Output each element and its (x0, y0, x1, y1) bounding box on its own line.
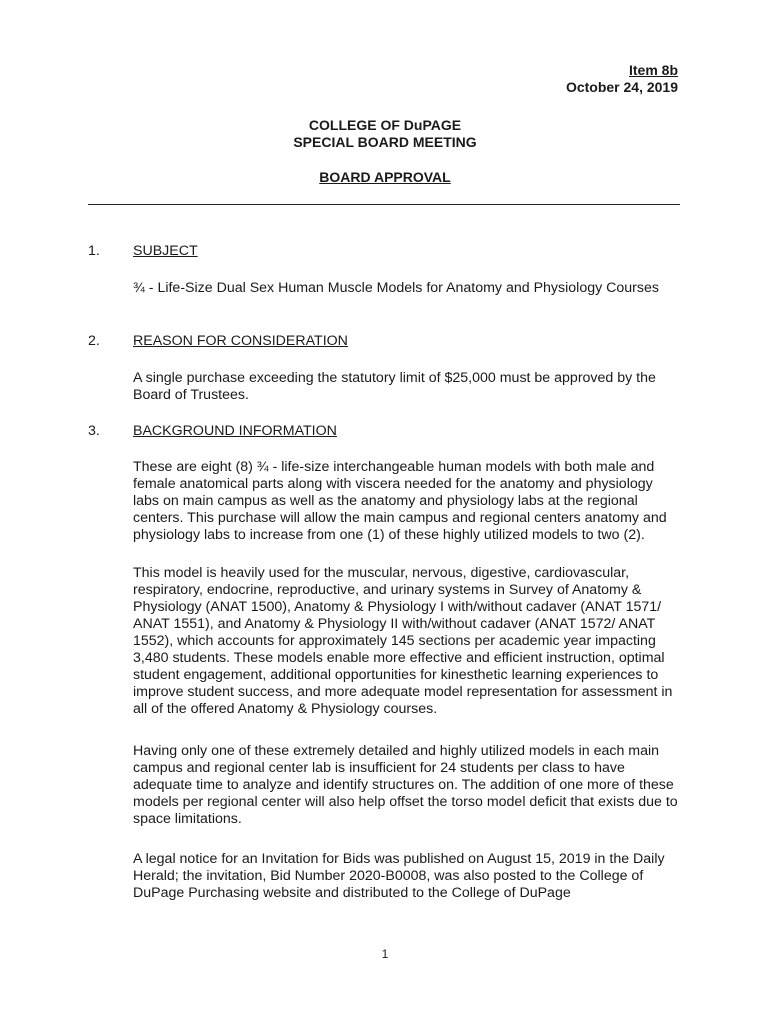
section-paragraph: A legal notice for an Invitation for Bids was published on August 15, 2019 in the Daily Herald; the invitation, Bid Number 2020-B0008, was also posted to the College of DuPage Purchasing website and distributed to the College of DuPage (133, 851, 665, 901)
item-header (566, 62, 678, 96)
item-number: Item 8b (628, 62, 678, 78)
document-title-block (0, 117, 770, 186)
section-number: 3. (88, 423, 100, 439)
section-paragraph: Having only one of these extremely detailed and highly utilized models in each main campus and regional center lab is insufficient for 24 students per class to have adequate time to analyze and identify structures on. The addition of one more of these models per regional center will also help offset the torso model deficit that exists due to space limitations. (133, 743, 678, 827)
section-paragraph: These are eight (8) ¾ - life-size interchangeable human models with both male and female anatomical parts along with viscera needed for the anatomy and physiology labs on main campus as well as the anatomy and physiology labs at the regional centers. This purchase will allow the main campus and regional centers anatomy and physiology labs to increase from one (1) of these highly utilized models to two (2). (133, 459, 667, 543)
section-heading: SUBJECT (133, 243, 198, 259)
section-number: 1. (88, 243, 100, 259)
section-paragraph: A single purchase exceeding the statutory limit of $25,000 must be approved by the Board of Trustees. (133, 370, 656, 403)
college-name: COLLEGE OF DuPAGE (308, 117, 462, 133)
meeting-date: October 24, 2019 (565, 79, 678, 95)
section-heading: BACKGROUND INFORMATION (133, 423, 337, 439)
section-number: 2. (88, 333, 100, 349)
meeting-type: SPECIAL BOARD MEETING (293, 134, 477, 150)
section-heading: REASON FOR CONSIDERATION (133, 333, 348, 349)
section-paragraph: ¾ - Life-Size Dual Sex Human Muscle Models for Anatomy and Physiology Courses (133, 280, 659, 296)
horizontal-divider (88, 204, 680, 205)
approval-heading: BOARD APPROVAL (319, 169, 451, 185)
section-paragraph: This model is heavily used for the muscular, nervous, digestive, cardiovascular, respiratory, endocrine, reproductive, and urinary systems in Survey of Anatomy & Physiology (ANAT 1500), Anatomy & Physiology I with/without cadaver (ANAT 1571/ ANAT 1551), and Anatomy & Physiology II with/without cadaver (ANAT 1572/ ANAT 1552), which accounts for approximately 145 sections per academic year impacting 3,480 students. These models enable more effective and efficient instruction, optimal student engagement, additional opportunities for kinesthetic learning experiences to improve student success, and more adequate model representation for assessment in all of the offered Anatomy & Physiology courses. (133, 565, 673, 717)
page-number: 1 (381, 947, 389, 961)
